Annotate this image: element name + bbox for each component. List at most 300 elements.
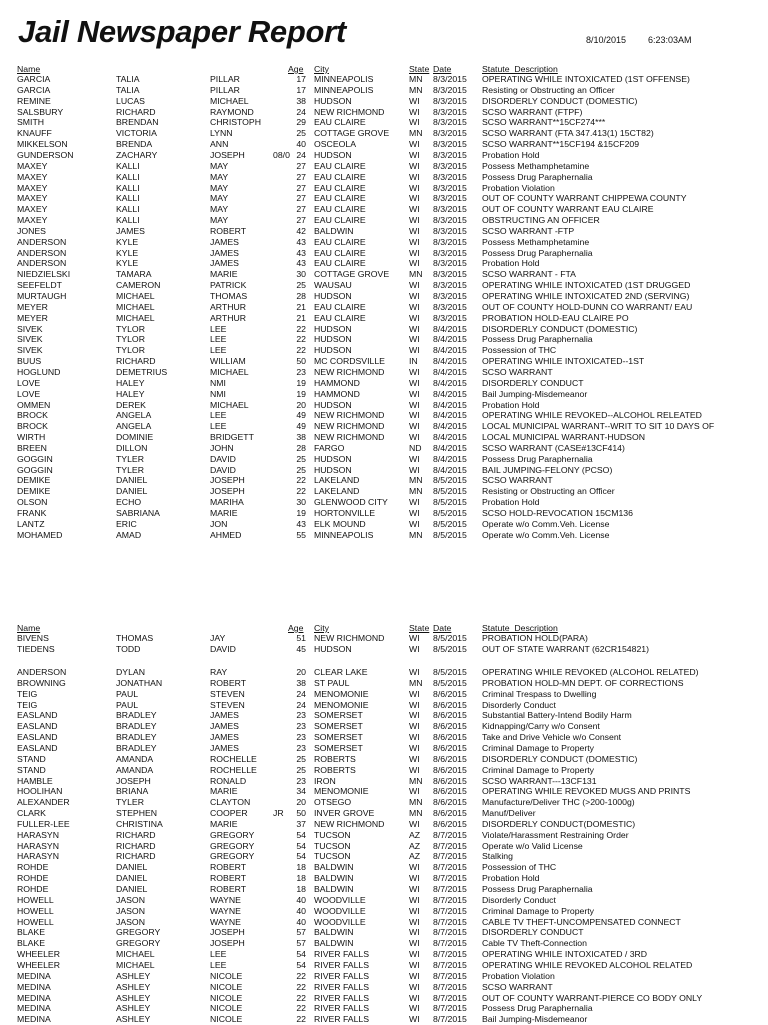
- state: WI: [409, 949, 420, 960]
- city: TUCSON: [314, 829, 351, 840]
- statute-description: DISORDERLY CONDUCT (DOMESTIC): [482, 753, 638, 764]
- statute-description: PROBATION HOLD-MN DEPT. OF CORRECTIONS: [482, 677, 684, 688]
- middle-name: NICOLE: [210, 1003, 243, 1014]
- middle-name: JON: [210, 518, 228, 529]
- middle-name: JAMES: [210, 236, 239, 247]
- statute-description: Criminal Damage to Property: [482, 742, 595, 753]
- booking-date: 8/7/2015: [433, 970, 467, 981]
- last-name: HAMBLE: [17, 775, 53, 786]
- statute-description: DISORDERLY CONDUCT(DOMESTIC): [482, 818, 636, 829]
- middle-name: RONALD: [210, 775, 247, 786]
- last-name: LOVE: [17, 377, 41, 388]
- statute-description: Possession of THC: [482, 345, 557, 356]
- state: WI: [409, 388, 420, 399]
- booking-date: 8/3/2015: [433, 215, 467, 226]
- middle-name: LEE: [210, 959, 227, 970]
- middle-name: AHMED: [210, 529, 242, 540]
- middle-name: LEE: [210, 334, 227, 345]
- first-name: BRIANA: [116, 786, 149, 797]
- age: 19: [296, 508, 306, 518]
- middle-name: ROCHELLE: [210, 764, 257, 775]
- state: WI: [409, 345, 420, 356]
- first-name: MICHAEL: [116, 949, 155, 960]
- middle-name: DAVID: [210, 643, 236, 654]
- age: 25: [296, 280, 306, 291]
- first-name: DANIEL: [116, 486, 148, 497]
- age: 28: [296, 291, 306, 301]
- col-age-label: Age: [288, 64, 304, 74]
- middle-name: CHRISTOPH: [210, 117, 262, 128]
- col-date-label: Date: [433, 64, 452, 74]
- age: 18: [296, 862, 306, 873]
- age: 54: [296, 840, 306, 851]
- last-name: BREEN: [17, 442, 47, 453]
- first-name: TODD: [116, 643, 141, 654]
- first-name: TYLOR: [116, 345, 145, 356]
- age: 30: [296, 269, 306, 280]
- booking-date: 8/3/2015: [433, 247, 467, 258]
- city: EAU CLAIRE: [314, 247, 366, 258]
- table-row: [0, 633, 768, 644]
- state: WI: [409, 786, 420, 797]
- middle-name: MICHAEL: [210, 399, 249, 410]
- last-name: OMMEN: [17, 399, 51, 410]
- state: WI: [409, 753, 420, 764]
- age: 30: [296, 497, 306, 508]
- first-name: MICHAEL: [116, 959, 155, 970]
- state: WI: [409, 970, 420, 981]
- middle-name: JOSEPH: [210, 938, 245, 949]
- first-name: ANGELA: [116, 410, 152, 421]
- col-name-label: Name: [17, 64, 41, 74]
- city: EAU CLAIRE: [314, 117, 366, 128]
- statute-description: Probation Hold: [482, 497, 540, 508]
- age: 28: [296, 442, 306, 453]
- state: WI: [409, 938, 420, 949]
- statute-description: CABLE TV THEFT-UNCOMPENSATED CONNECT: [482, 916, 681, 927]
- statute-description: SCSO WARRANT---13CF131: [482, 775, 597, 786]
- age: 22: [296, 486, 306, 497]
- col-desc-label: Statute_Description: [482, 623, 558, 633]
- middle-name: BRIDGETT: [210, 432, 254, 443]
- middle-name: GREGORY: [210, 840, 255, 851]
- city: HUDSON: [314, 643, 352, 654]
- city: EAU CLAIRE: [314, 160, 366, 171]
- first-name: BRADLEY: [116, 732, 157, 743]
- age: 23: [296, 721, 306, 732]
- statute-description: OPERATING WHILE INTOXICATED (1ST DRUGGED: [482, 280, 691, 291]
- state: WI: [409, 280, 420, 291]
- last-name: DEMIKE: [17, 475, 51, 486]
- middle-name: ROBERT: [210, 873, 247, 884]
- first-name: GREGORY: [116, 938, 161, 949]
- state: WI: [409, 204, 420, 215]
- last-name: MIKKELSON: [17, 139, 68, 150]
- booking-date: 8/3/2015: [433, 301, 467, 312]
- state: WI: [409, 742, 420, 753]
- table-row: [0, 302, 768, 313]
- last-name: MAXEY: [17, 215, 48, 226]
- city: ROBERTS: [314, 753, 356, 764]
- city: MINNEAPOLIS: [314, 74, 374, 84]
- city: BALDWIN: [314, 938, 354, 949]
- city: HORTONVILLE: [314, 508, 375, 518]
- first-name: CHRISTINA: [116, 818, 163, 829]
- table-row: [0, 519, 768, 530]
- table-row: [0, 161, 768, 172]
- statute-description: Possess Drug Paraphernalia: [482, 171, 593, 182]
- booking-date: 8/6/2015: [433, 808, 467, 819]
- state: WI: [409, 518, 420, 529]
- city: WAUSAU: [314, 280, 352, 291]
- city: NEW RICHMOND: [314, 633, 385, 643]
- city: WOODVILLE: [314, 905, 366, 916]
- statute-description: OUT OF COUNTY WARRANT EAU CLAIRE: [482, 204, 654, 215]
- middle-name: WAYNE: [210, 894, 241, 905]
- first-name: AMAD: [116, 529, 142, 540]
- age: 43: [296, 258, 306, 269]
- city: LAKELAND: [314, 486, 360, 497]
- city: BALDWIN: [314, 862, 354, 873]
- first-name: KALLI: [116, 171, 140, 182]
- city: EAU CLAIRE: [314, 182, 366, 193]
- last-name: SMITH: [17, 117, 45, 128]
- first-name: STEPHEN: [116, 808, 158, 819]
- first-name: BRADLEY: [116, 721, 157, 732]
- state: WI: [409, 818, 420, 829]
- state: MN: [409, 529, 423, 540]
- table-row: [0, 689, 768, 700]
- middle-name: MARIE: [210, 508, 238, 518]
- table-row: [0, 971, 768, 982]
- table-row: [0, 389, 768, 400]
- age: 22: [296, 1003, 306, 1014]
- booking-date: 8/3/2015: [433, 171, 467, 182]
- middle-name: WAYNE: [210, 916, 241, 927]
- first-name: AMANDA: [116, 753, 154, 764]
- city: HAMMOND: [314, 388, 360, 399]
- table-row: [0, 486, 768, 497]
- statute-description: PROBATION HOLD(PARA): [482, 633, 588, 643]
- booking-date: 8/5/2015: [433, 486, 467, 497]
- age: 18: [296, 873, 306, 884]
- city: WOODVILLE: [314, 894, 366, 905]
- statute-description: Bail Jumping-Misdemeanor: [482, 388, 588, 399]
- first-name: JONATHAN: [116, 677, 163, 688]
- age: 24: [296, 688, 306, 699]
- first-name: ECHO: [116, 497, 142, 508]
- last-name: WHEELER: [17, 949, 60, 960]
- middle-name: JAMES: [210, 742, 239, 753]
- statute-description: OPERATING WHILE REVOKED (ALCOHOL RELATED): [482, 667, 699, 677]
- table-row: [0, 982, 768, 993]
- last-name: HOWELL: [17, 905, 54, 916]
- statute-description: Resisting or Obstructing an Officer: [482, 486, 615, 497]
- state: WI: [409, 323, 420, 334]
- state: WI: [409, 139, 420, 150]
- age: 27: [296, 182, 306, 193]
- city: SOMERSET: [314, 721, 363, 732]
- state: MN: [409, 808, 423, 819]
- statute-description: Criminal Damage to Property: [482, 764, 595, 775]
- middle-name: MAY: [210, 160, 229, 171]
- city: EAU CLAIRE: [314, 312, 366, 323]
- table-row: [0, 85, 768, 96]
- statute-description: LOCAL MUNICIPAL WARRANT-HUDSON: [482, 432, 645, 443]
- city: MINNEAPOLIS: [314, 529, 374, 540]
- city: NEW RICHMOND: [314, 106, 385, 117]
- age: 29: [296, 117, 306, 128]
- state: WI: [409, 732, 420, 743]
- last-name: SIVEK: [17, 345, 43, 356]
- state: WI: [409, 258, 420, 269]
- statute-description: Operate w/o Valid License: [482, 840, 583, 851]
- age: 57: [296, 927, 306, 938]
- age: 27: [296, 193, 306, 204]
- first-name: ZACHARY: [116, 149, 158, 160]
- age: 43: [296, 236, 306, 247]
- city: IRON: [314, 775, 336, 786]
- table-row: [0, 1003, 768, 1014]
- last-name: MURTAUGH: [17, 291, 67, 301]
- city: CLEAR LAKE: [314, 667, 368, 677]
- middle-name: JOSEPH: [210, 486, 245, 497]
- middle-name: NICOLE: [210, 1014, 243, 1025]
- booking-date: 8/6/2015: [433, 732, 467, 743]
- last-name: GOGGIN: [17, 464, 53, 475]
- city: HUDSON: [314, 453, 352, 464]
- city: EAU CLAIRE: [314, 204, 366, 215]
- statute-description: OPERATING WHILE REVOKED--ALCOHOL RELEATED: [482, 410, 702, 421]
- middle-name: NMI: [210, 377, 226, 388]
- booking-date: 8/7/2015: [433, 829, 467, 840]
- age: 43: [296, 518, 306, 529]
- state: MN: [409, 475, 423, 486]
- statute-description: Possession of THC: [482, 862, 557, 873]
- last-name: HARASYN: [17, 851, 59, 862]
- last-name: HOWELL: [17, 916, 54, 927]
- table-row: [0, 421, 768, 432]
- age: 54: [296, 851, 306, 862]
- first-name: RICHARD: [116, 840, 156, 851]
- city: MC CORDSVILLE: [314, 356, 385, 367]
- last-name: LANTZ: [17, 518, 45, 529]
- statute-description: SCSO WARRANT**15CF274***: [482, 117, 606, 128]
- table-row: [0, 454, 768, 465]
- report-time: 6:23:03AM: [648, 35, 692, 45]
- state: MN: [409, 486, 423, 497]
- first-name: RICHARD: [116, 851, 156, 862]
- booking-date: 8/3/2015: [433, 106, 467, 117]
- state: MN: [409, 128, 423, 139]
- middle-name: JAMES: [210, 710, 239, 721]
- state: IN: [409, 356, 418, 367]
- first-name: HALEY: [116, 388, 145, 399]
- state: WI: [409, 699, 420, 710]
- table-row: [0, 367, 768, 378]
- middle-name: MARIE: [210, 818, 238, 829]
- table-row: [0, 226, 768, 237]
- last-name: BIVENS: [17, 633, 49, 643]
- age: 17: [296, 74, 306, 84]
- last-name: GOGGIN: [17, 453, 53, 464]
- first-name: BRENDAN: [116, 117, 159, 128]
- statute-description: DISORDERLY CONDUCT: [482, 377, 584, 388]
- statute-description: OUT OF STATE WARRANT (62CR154821): [482, 643, 650, 654]
- name-suffix: JR: [273, 808, 284, 819]
- first-name: TYLER: [116, 464, 145, 475]
- booking-date: 8/7/2015: [433, 949, 467, 960]
- table-row: [0, 215, 768, 226]
- last-name: WIRTH: [17, 432, 46, 443]
- first-name: KYLE: [116, 258, 139, 269]
- middle-name: MAY: [210, 193, 229, 204]
- statute-description: Probation Violation: [482, 182, 555, 193]
- state: WI: [409, 432, 420, 443]
- booking-date: 8/4/2015: [433, 323, 467, 334]
- booking-date: 8/6/2015: [433, 699, 467, 710]
- middle-name: MAY: [210, 215, 229, 226]
- city: HUDSON: [314, 95, 352, 106]
- last-name: MEDINA: [17, 981, 51, 992]
- age: 57: [296, 938, 306, 949]
- state: WI: [409, 399, 420, 410]
- table-row: [0, 1014, 768, 1025]
- age: 22: [296, 323, 306, 334]
- booking-date: 8/5/2015: [433, 508, 467, 518]
- table-row: [0, 884, 768, 895]
- statute-description: Operate w/o Comm.Veh. License: [482, 529, 610, 540]
- state: WI: [409, 721, 420, 732]
- booking-date: 8/4/2015: [433, 366, 467, 377]
- middle-name: NMI: [210, 388, 226, 399]
- state: WI: [409, 312, 420, 323]
- last-name: TIEDENS: [17, 643, 55, 654]
- first-name: KALLI: [116, 215, 140, 226]
- table-row: [0, 721, 768, 732]
- age: 50: [296, 356, 306, 367]
- booking-date: 8/7/2015: [433, 927, 467, 938]
- table-row: [0, 150, 768, 161]
- last-name: BUUS: [17, 356, 42, 367]
- state: WI: [409, 633, 420, 643]
- first-name: ASHLEY: [116, 1014, 151, 1025]
- city: RIVER FALLS: [314, 1014, 370, 1025]
- first-name: DANIEL: [116, 862, 148, 873]
- table-row: [0, 139, 768, 150]
- last-name: EASLAND: [17, 710, 58, 721]
- state: WI: [409, 764, 420, 775]
- first-name: DANIEL: [116, 873, 148, 884]
- table-row: [0, 797, 768, 808]
- statute-description: OPERATING WHILE REVOKED ALCOHOL RELATED: [482, 959, 693, 970]
- state: WI: [409, 884, 420, 894]
- booking-date: 8/3/2015: [433, 258, 467, 269]
- age: 24: [296, 106, 306, 117]
- age: 54: [296, 949, 306, 960]
- age: 54: [296, 959, 306, 970]
- table-row: [0, 193, 768, 204]
- booking-date: 8/5/2015: [433, 643, 467, 654]
- middle-name: JOSEPH: [210, 475, 245, 486]
- last-name: HOGLUND: [17, 366, 61, 377]
- age: 27: [296, 204, 306, 215]
- booking-date: 8/4/2015: [433, 453, 467, 464]
- last-name: SALSBURY: [17, 106, 64, 117]
- first-name: DANIEL: [116, 475, 148, 486]
- last-name: ROHDE: [17, 884, 49, 894]
- city: ELK MOUND: [314, 518, 366, 529]
- age: 19: [296, 388, 306, 399]
- middle-name: LYNN: [210, 128, 233, 139]
- booking-date: 8/6/2015: [433, 797, 467, 808]
- last-name: ANDERSON: [17, 247, 67, 258]
- middle-name: WAYNE: [210, 905, 241, 916]
- booking-date: 8/3/2015: [433, 236, 467, 247]
- age: 20: [296, 667, 306, 677]
- state: WI: [409, 182, 420, 193]
- booking-date: 8/4/2015: [433, 442, 467, 453]
- age: 45: [296, 643, 306, 654]
- statute-description: SCSO WARRANT (FTPF): [482, 106, 583, 117]
- middle-name: STEVEN: [210, 688, 245, 699]
- state: WI: [409, 916, 420, 927]
- col-city-label: City: [314, 64, 329, 74]
- table-row: [0, 700, 768, 711]
- table-row: [0, 443, 768, 454]
- middle-name: ROCHELLE: [210, 753, 257, 764]
- col-city-label: City: [314, 623, 329, 633]
- first-name: DEMETRIUS: [116, 366, 168, 377]
- age: 25: [296, 453, 306, 464]
- state: WI: [409, 453, 420, 464]
- table-row: [0, 917, 768, 928]
- age: 43: [296, 247, 306, 258]
- table-row: [0, 678, 768, 689]
- first-name: KALLI: [116, 193, 140, 204]
- statute-description: Stalking: [482, 851, 513, 862]
- booking-date: 8/7/2015: [433, 938, 467, 949]
- booking-date: 8/3/2015: [433, 225, 467, 236]
- age: 18: [296, 884, 306, 894]
- last-name: BROCK: [17, 421, 48, 432]
- last-name: MEDINA: [17, 992, 51, 1003]
- last-name: EASLAND: [17, 721, 58, 732]
- first-name: ERIC: [116, 518, 137, 529]
- last-name: FULLER-LEE: [17, 818, 70, 829]
- name-suffix: 08/0: [273, 149, 290, 160]
- middle-name: JAMES: [210, 732, 239, 743]
- age: 34: [296, 786, 306, 797]
- city: EAU CLAIRE: [314, 215, 366, 226]
- city: EAU CLAIRE: [314, 236, 366, 247]
- age: 19: [296, 377, 306, 388]
- age: 22: [296, 981, 306, 992]
- first-name: RICHARD: [116, 356, 156, 367]
- booking-date: 8/6/2015: [433, 775, 467, 786]
- city: LAKELAND: [314, 475, 360, 486]
- col-desc-label: Statute_Description: [482, 64, 558, 74]
- table-row: [0, 743, 768, 754]
- booking-date: 8/5/2015: [433, 518, 467, 529]
- last-name: CLARK: [17, 808, 46, 819]
- age: 24: [296, 699, 306, 710]
- booking-date: 8/3/2015: [433, 204, 467, 215]
- middle-name: GREGORY: [210, 851, 255, 862]
- booking-date: 8/5/2015: [433, 497, 467, 508]
- first-name: TYLOR: [116, 334, 145, 345]
- first-name: MICHAEL: [116, 312, 155, 323]
